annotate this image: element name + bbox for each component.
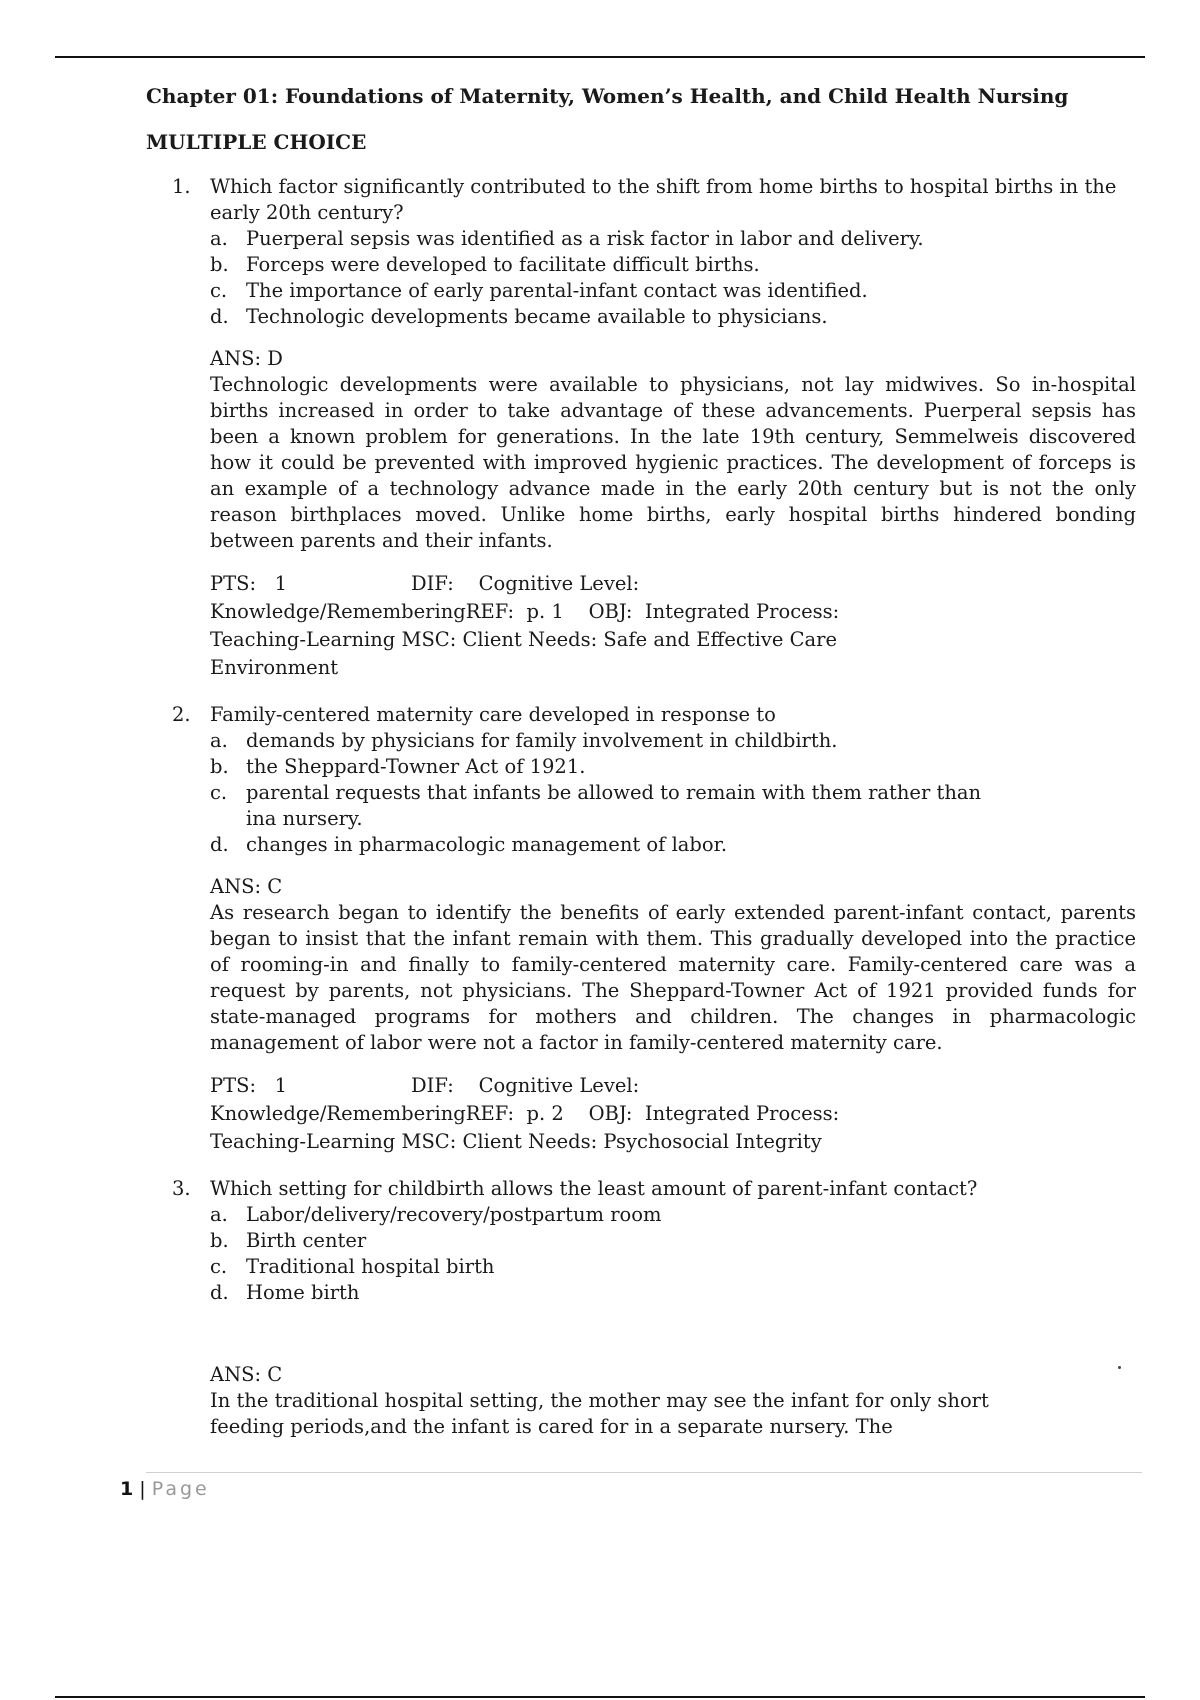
answer-key: ANS: C [210, 1363, 283, 1386]
option-letter: a. [210, 1203, 228, 1226]
option-text: Forceps were developed to facilitate difficult births. [246, 253, 760, 276]
chapter-title: Chapter 01: Foundations of Maternity, Women’s Health, and Child Health Nursing [146, 84, 1069, 108]
option-text: Birth center [246, 1229, 367, 1252]
option-text: Home birth [246, 1281, 360, 1304]
answer-options [210, 728, 1136, 858]
question-number: 3. [172, 1177, 191, 1200]
option-b [210, 754, 1136, 780]
answer-block [210, 346, 1136, 554]
option-letter: d. [210, 833, 229, 856]
option-text: Technologic developments became available to physicians. [246, 305, 828, 328]
option-d [210, 304, 1136, 330]
option-text: Traditional hospital birth [246, 1255, 495, 1278]
answer-options [210, 226, 1136, 330]
option-text: changes in pharmacologic management of labor. [246, 833, 728, 856]
top-rule [55, 56, 1145, 58]
document-body [146, 80, 1136, 1440]
option-letter: d. [210, 305, 229, 328]
option-text: demands by physicians for family involvement in childbirth. [246, 729, 838, 752]
option-a [210, 226, 1136, 252]
option-b [210, 252, 1136, 278]
meta-line: PTS: 1 DIF: Cognitive Level: [210, 1074, 640, 1097]
question-stem: Which setting for childbirth allows the least amount of parent-infant contact? [210, 1177, 978, 1200]
option-letter: b. [210, 253, 229, 276]
question-number: 1. [172, 175, 191, 198]
question-number: 2. [172, 703, 191, 726]
meta-line: PTS: 1 DIF: Cognitive Level: [210, 572, 640, 595]
option-text: the Sheppard-Towner Act of 1921. [246, 755, 586, 778]
footer-separator: | [139, 1478, 146, 1500]
option-a [210, 728, 1136, 754]
answer-options [210, 1202, 1136, 1306]
answer-key: ANS: C [210, 875, 283, 898]
question-3 [146, 1176, 1136, 1440]
bottom-rule [55, 1696, 1145, 1698]
question-2 [146, 702, 1136, 1156]
meta-line: Knowledge/RememberingREF: p. 2 OBJ: Integrated Process: [210, 1102, 840, 1125]
option-text: The importance of early parental-infant contact was identified. [246, 279, 868, 302]
question-metadata [210, 570, 1136, 682]
answer-key: ANS: D [210, 347, 283, 370]
option-letter: c. [210, 781, 228, 804]
option-letter: b. [210, 755, 229, 778]
option-letter: d. [210, 1281, 229, 1304]
section-heading: MULTIPLE CHOICE [146, 130, 367, 154]
option-c [210, 278, 1136, 304]
page-footer [120, 1478, 210, 1500]
option-text: Puerperal sepsis was identified as a risk factor in labor and delivery. [246, 227, 924, 250]
rationale: Technologic developments were available to physicians, not lay midwives. So in-hospital births increased in order to take advantage of these advancements. Puerperal sepsis has been a known problem for generations. In the late 19th century, Semmelweis discovered how it could be prevented with improved hygienic practices. The development of forceps is an example of a technology advance made in the early 20th century but is not the only reason birthplaces moved. Unlike home births, early hospital births hindered bonding between parents and their infants. [210, 373, 1136, 552]
stray-mark [1118, 1366, 1121, 1369]
meta-line: Knowledge/RememberingREF: p. 1 OBJ: Integrated Process: [210, 600, 840, 623]
option-c [210, 1254, 1136, 1280]
option-d [210, 832, 1136, 858]
option-letter: a. [210, 729, 228, 752]
option-a [210, 1202, 1136, 1228]
footer-rule [146, 1472, 1142, 1473]
option-b [210, 1228, 1136, 1254]
meta-line: Environment [210, 656, 339, 679]
answer-block [210, 874, 1136, 1056]
answer-block [210, 1362, 1136, 1440]
option-letter: b. [210, 1229, 229, 1252]
page-number: 1 [120, 1478, 134, 1500]
meta-line: Teaching-Learning MSC: Client Needs: Safe and Effective Care [210, 628, 838, 651]
option-letter: a. [210, 227, 228, 250]
question-stem: Family-centered maternity care developed in response to [210, 703, 776, 726]
page-label: Page [151, 1478, 210, 1500]
question-1 [146, 174, 1136, 682]
meta-line: Teaching-Learning MSC: Client Needs: Psychosocial Integrity [210, 1130, 822, 1153]
rationale: In the traditional hospital setting, the mother may see the infant for only short feeding periods,and the infant is cared for in a separate nursery. The [210, 1389, 989, 1438]
option-text: Labor/delivery/recovery/postpartum room [246, 1203, 662, 1226]
question-stem: Which factor significantly contributed to the shift from home births to hospital births in the early 20th century? [210, 175, 1117, 224]
rationale: As research began to identify the benefits of early extended parent-infant contact, parents began to insist that the infant remain with them. This gradually developed into the practice of rooming-in and finally to family-centered maternity care. Family-centered care was a request by parents, not physicians. The Sheppard-Towner Act of 1921 provided funds for state-managed programs for mothers and children. The changes in pharmacologic management of labor were not a factor in family-centered maternity care. [210, 901, 1136, 1054]
question-metadata [210, 1072, 1136, 1156]
option-text: parental requests that infants be allowed to remain with them rather than ina nursery. [246, 781, 982, 830]
option-letter: c. [210, 279, 228, 302]
option-c [210, 780, 1136, 832]
option-letter: c. [210, 1255, 228, 1278]
option-d [210, 1280, 1136, 1306]
